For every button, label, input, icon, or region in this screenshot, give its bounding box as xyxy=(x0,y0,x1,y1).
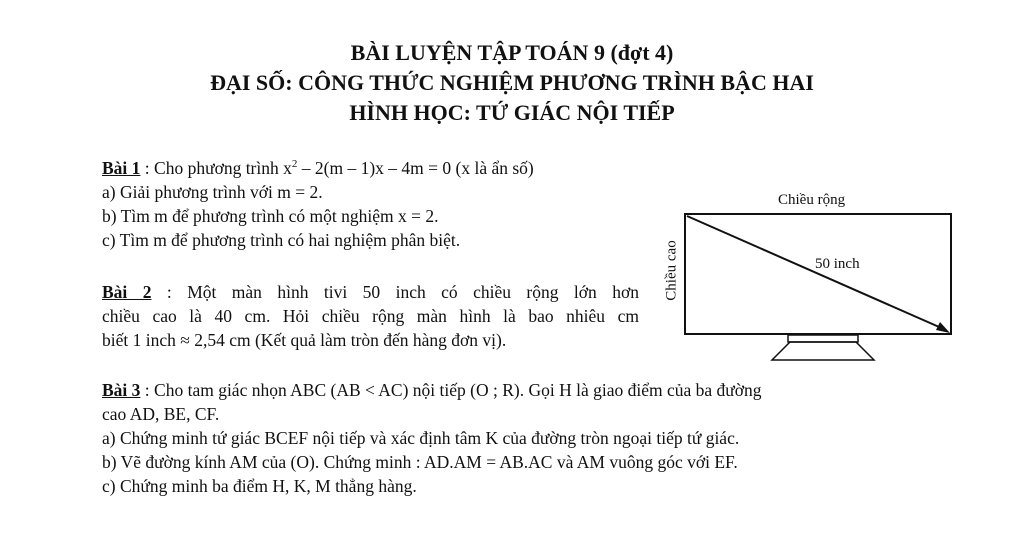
exercise-2-line-1 xyxy=(102,280,639,304)
tv-stand xyxy=(772,342,874,360)
exercise-2 xyxy=(102,280,639,352)
title-line-2: ĐẠI SỐ: CÔNG THỨC NGHIỆM PHƯƠNG TRÌNH BẬC HAI xyxy=(210,70,814,95)
exercise-3-label: Bài 3 xyxy=(102,380,141,400)
exercise-1-part-a: a) Giải phương trình với m = 2. xyxy=(102,181,323,202)
exercise-1-intro: : Cho phương trình x xyxy=(140,157,292,178)
exercise-2-line-3: biết 1 inch ≈ 2,54 cm (Kết quả làm tròn đến hàng đơn vị). xyxy=(102,330,507,350)
exercise-1-equation: – 2(m – 1)x – 4m = 0 (x là ẩn số) xyxy=(297,157,534,178)
width-label: Chiều rộng xyxy=(778,192,846,208)
exercise-3 xyxy=(102,378,962,498)
title-line-3: HÌNH HỌC: TỨ GIÁC NỘI TIẾP xyxy=(349,100,675,125)
exercise-3-line-1-text: : Cho tam giác nhọn ABC (AB < AC) nội tiếp (O ; R). Gọi H là giao điểm của ba đường xyxy=(140,380,762,400)
diagonal-line xyxy=(687,216,946,330)
exercise-1-label: Bài 1 xyxy=(102,157,141,178)
exercise-3-statement xyxy=(102,378,962,402)
worksheet-header xyxy=(0,38,1024,128)
exercise-2-line-2: chiều cao là 40 cm. Hỏi chiều rộng màn hình là bao nhiêu cm xyxy=(102,306,639,326)
tv-screen-figure xyxy=(660,192,960,377)
height-label: Chiều cao xyxy=(663,240,680,301)
diagonal-arrowhead-icon xyxy=(936,322,950,333)
tv-screen-diagram xyxy=(660,192,960,377)
exercise-1-part-b: b) Tìm m để phương trình có một nghiệm x = 2. xyxy=(102,205,439,226)
exercise-1-statement xyxy=(102,152,662,180)
exercise-3-part-c: c) Chứng minh ba điểm H, K, M thẳng hàng. xyxy=(102,476,417,496)
diagonal-label: 50 inch xyxy=(815,256,860,272)
exercise-2-label: Bài 2 xyxy=(102,282,152,302)
exercise-3-part-a: a) Chứng minh tứ giác BCEF nội tiếp và xác định tâm K của đường tròn ngoại tiếp tứ giác. xyxy=(102,428,740,448)
exercise-1-part-c: c) Tìm m để phương trình có hai nghiệm phân biệt. xyxy=(102,229,461,250)
exercise-3-part-b: b) Vẽ đường kính AM của (O). Chứng minh : AD.AM = AB.AC và AM vuông góc với EF. xyxy=(102,452,738,472)
exercise-3-line-2: cao AD, BE, CF. xyxy=(102,404,220,424)
exercise-1 xyxy=(102,152,662,252)
title-line-1: BÀI LUYỆN TẬP TOÁN 9 (đợt 4) xyxy=(350,40,674,65)
exercise-1-exponent: 2 xyxy=(291,158,298,170)
exercise-2-line-1-text: : Một màn hình tivi 50 inch có chiều rộng lớn hơn xyxy=(151,282,639,302)
tv-neck xyxy=(788,335,858,342)
